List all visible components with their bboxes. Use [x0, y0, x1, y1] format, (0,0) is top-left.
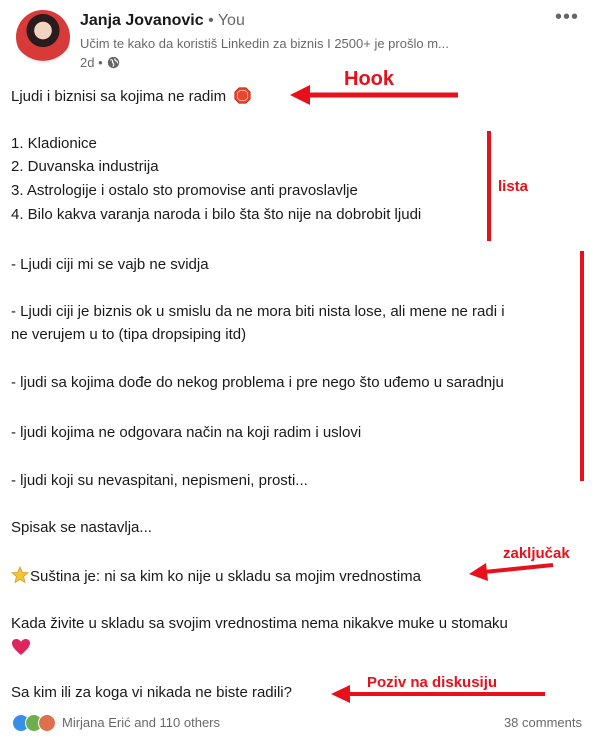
stop-sign-icon	[234, 87, 251, 104]
point-line: - ljudi sa kojima dođe do nekog problema i pre nego što uđemo u saradnju	[11, 374, 504, 391]
star-icon	[11, 566, 29, 584]
poziv-arrow-head	[331, 685, 350, 703]
post-meta	[80, 55, 120, 70]
author-name[interactable]: Janja Jovanovic	[80, 12, 204, 29]
zakljucak-arrow	[484, 565, 553, 572]
summary-line	[11, 566, 421, 587]
point-line: - ljudi kojima ne odgovara način na koji radim i uslovi	[11, 424, 362, 441]
zakljucak-arrow-head	[469, 563, 488, 581]
annotation-lista: lista	[498, 178, 529, 195]
hook-line	[11, 87, 251, 107]
reaction-icons[interactable]	[12, 714, 51, 732]
summary-text: Suština je: ni sa kim ko nije u skladu sa mojim vrednostima	[30, 568, 421, 585]
more-options-button[interactable]: •••	[554, 6, 579, 28]
list-item: 3. Astrologije i ostalo sto promovise anti pravoslavlje	[11, 182, 358, 199]
point-line: - Ljudi ciji je biznis ok u smislu da ne mora biti nista lose, ali mene ne radi i	[11, 303, 505, 320]
hook-text: Ljudi i biznisi sa kojima ne radim	[11, 88, 227, 105]
continue-line: Spisak se nastavlja...	[11, 519, 152, 536]
heart-icon	[11, 638, 31, 656]
hook-arrow-head	[290, 85, 310, 105]
reactors-count-link[interactable]: Mirjana Erić and 110 others	[62, 715, 221, 730]
globe-icon	[107, 56, 120, 69]
post-time: 2d •	[80, 55, 103, 70]
connection-degree: • You	[208, 12, 245, 29]
author-line	[80, 12, 245, 30]
question-line: Sa kim ili za koga vi nikada ne biste radili?	[11, 684, 292, 701]
social-counts-bar	[12, 712, 582, 734]
point-line: ne verujem u to (tipa dropsiping itd)	[11, 326, 247, 343]
post-header	[12, 6, 587, 68]
author-headline: Učim te kako da koristiš Linkedin za biznis I 2500+ je prošlo m...	[80, 36, 449, 51]
comments-count-link[interactable]: 38 comments	[503, 715, 582, 730]
support-reaction-icon	[38, 714, 56, 732]
list-item: 2. Duvanska industrija	[11, 158, 159, 175]
list-item: 1. Kladionice	[11, 135, 97, 152]
annotation-poziv: Poziv na diskusiju	[367, 674, 498, 691]
point-line: - Ljudi ciji mi se vajb ne svidja	[11, 256, 209, 273]
values-line: Kada živite u skladu sa svojim vrednostima nema nikakve muke u stomaku	[11, 615, 508, 632]
annotation-hook: Hook	[344, 68, 394, 90]
point-line: - ljudi koji su nevaspitani, nepismeni, prosti...	[11, 472, 308, 489]
avatar[interactable]	[16, 10, 70, 64]
annotation-zakljucak: zaključak	[503, 545, 570, 562]
list-item: 4. Bilo kakva varanja naroda i bilo šta što nije na dobrobit ljudi	[11, 206, 422, 223]
